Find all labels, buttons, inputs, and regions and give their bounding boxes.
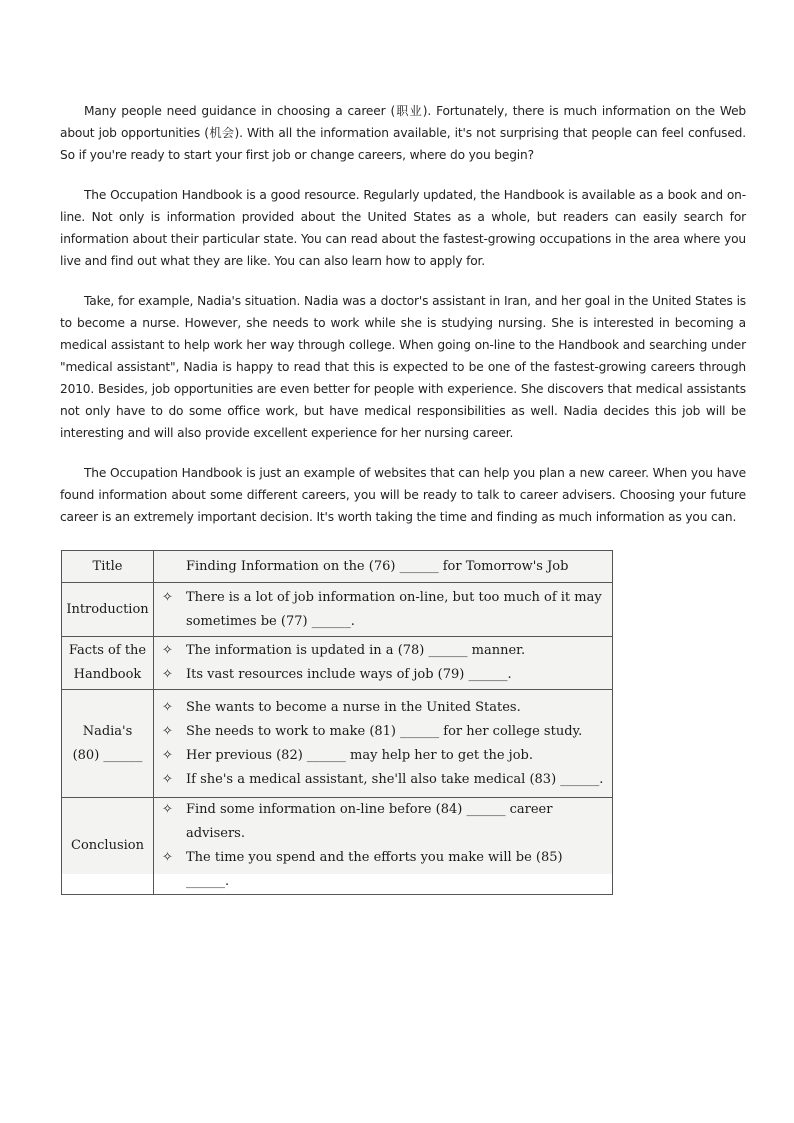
diamond-bullet-icon: ✧ xyxy=(162,771,173,787)
intro-text-continued: sometimes be (77) ______. xyxy=(186,613,355,629)
nadia-item-4: If she's a medical assistant, she'll also take medical (83) ______. xyxy=(186,771,604,787)
nadia-label-line-1: Nadia's xyxy=(82,723,133,739)
diamond-bullet-icon: ✧ xyxy=(162,850,173,865)
paragraph-1: Many people need guidance in choosing a career (职业). Fortunately, there is much information on the Web about job opportunities (机会). With all the information available, it's not surprising that people can feel confused. So if you're ready to start your first job or change careers, where do you begin? xyxy=(60,104,746,162)
summary-table xyxy=(61,550,613,895)
nadia-item-3: Her previous (82) ______ may help her to get the job. xyxy=(186,747,533,763)
diamond-bullet-icon: ✧ xyxy=(162,802,173,817)
conclusion-label: Conclusion xyxy=(62,798,154,895)
conclusion-item-2: The time you spend and the efforts you make will be (85) ______. xyxy=(186,850,563,889)
facts-item-2: Its vast resources include ways of job (79) ______. xyxy=(186,667,512,682)
title-text: Finding Information on the (76) ______ for Tomorrow's Job xyxy=(186,558,569,574)
table-row-conclusion xyxy=(62,798,613,895)
table-row-nadia xyxy=(62,690,613,798)
diamond-bullet-icon: ✧ xyxy=(162,723,173,739)
paragraph-3: Take, for example, Nadia's situation. Nadia was a doctor's assistant in Iran, and her goal in the United States is to become a nurse. However, she needs to work while she is studying nursing. She is interested in becoming a medical assistant to help work her way through college. When going on-line to the Handbook and searching under "medical assistant", Nadia is happy to read that this is expected to be one of the fastest-growing careers through 2010. Besides, job opportunities are even better for people with experience. She discovers that medical assistants not only have to do some office work, but have medical responsibilities as well. Nadia decides this job will be interesting and will also provide excellent experience for her nursing career. xyxy=(60,294,746,440)
table-row-title xyxy=(62,551,613,583)
facts-label-line-2: Handbook xyxy=(73,667,142,682)
summary-table-image xyxy=(61,550,613,889)
table-row-introduction xyxy=(62,583,613,637)
passage xyxy=(60,100,746,528)
paragraph-2: The Occupation Handbook is a good resource. Regularly updated, the Handbook is available as a book and on-line. Not only is information provided about the United States as a whole, but readers can easily search for information about their particular state. You can read about the fastest-growing occupations in the area where you live and find out what they are like. You can also learn how to apply for. xyxy=(60,188,746,268)
facts-item-1: The information is updated in a (78) ______ manner. xyxy=(186,643,526,658)
table-row-facts xyxy=(62,637,613,690)
title-label: Title xyxy=(62,551,154,583)
conclusion-item-1: Find some information on-line before (84) ______ career advisers. xyxy=(186,802,553,841)
facts-label-line-1: Facts of the xyxy=(68,643,147,658)
intro-text: There is a lot of job information on-line, but too much of it may xyxy=(186,589,602,605)
nadia-item-1: She wants to become a nurse in the United States. xyxy=(186,699,521,715)
diamond-bullet-icon: ✧ xyxy=(162,643,173,658)
introduction-label: Introduction xyxy=(62,583,154,637)
nadia-label-line-2: (80) ______ xyxy=(72,747,143,763)
nadia-item-2: She needs to work to make (81) ______ for her college study. xyxy=(186,723,583,739)
paragraph-4: The Occupation Handbook is just an example of websites that can help you plan a new career. When you have found information about some different careers, you will be ready to talk to career advisers. Choosing your future career is an extremely important decision. It's worth taking the time and finding as much information as you can. xyxy=(60,466,746,524)
diamond-bullet-icon: ✧ xyxy=(162,747,173,763)
diamond-bullet-icon: ✧ xyxy=(162,589,173,605)
diamond-bullet-icon: ✧ xyxy=(162,667,173,682)
diamond-bullet-icon: ✧ xyxy=(162,699,173,715)
